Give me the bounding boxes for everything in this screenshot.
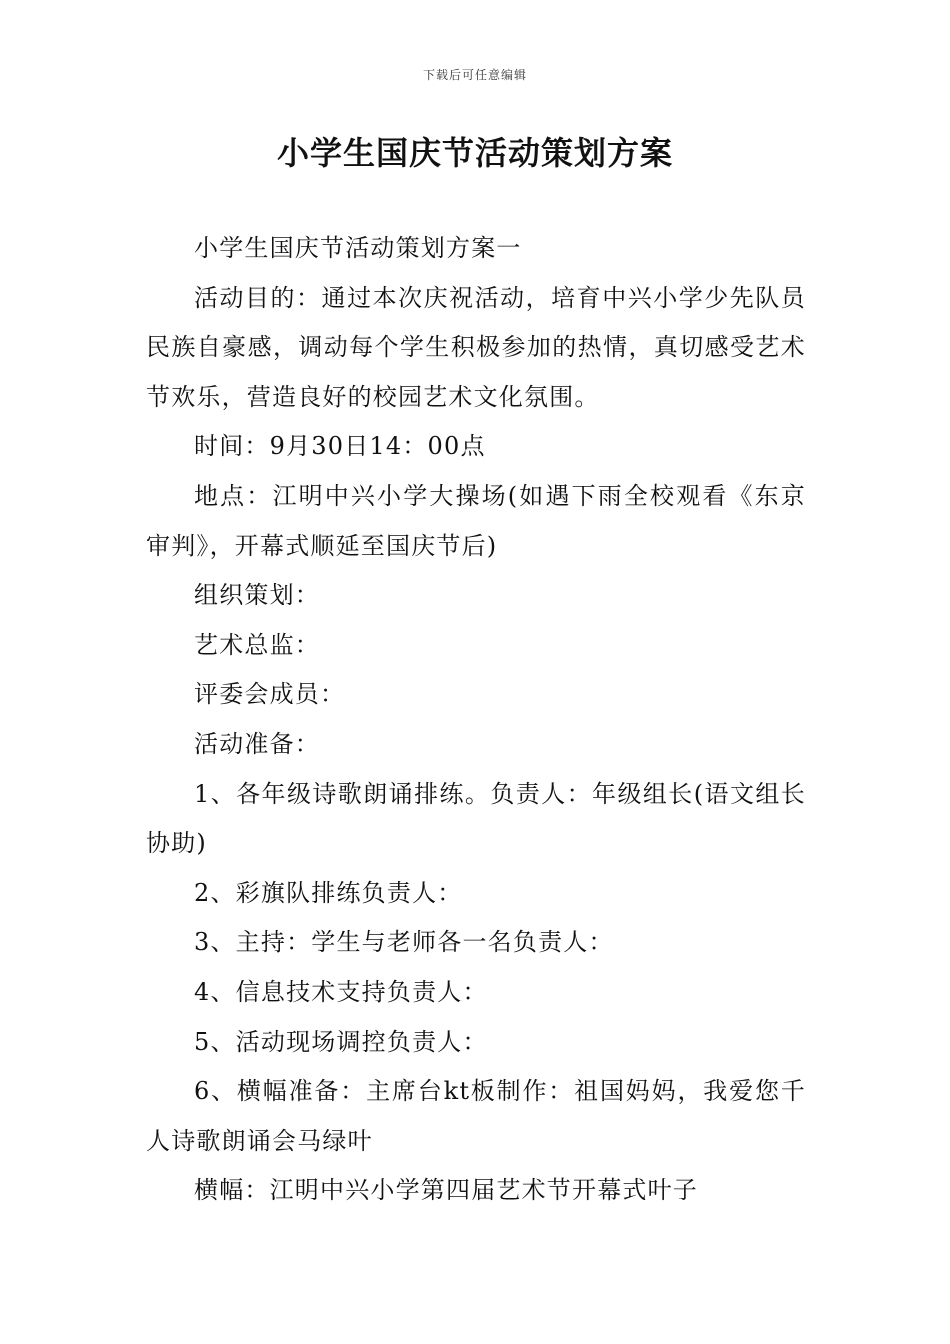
document-title: 小学生国庆节活动策划方案 (276, 134, 673, 172)
paragraph-banner: 横幅：江明中兴小学第四届艺术节开幕式叶子 (194, 1176, 698, 1205)
paragraph-preparation: 活动准备： (194, 729, 320, 758)
paragraph-item-5: 5、活动现场调控负责人： (194, 1027, 488, 1056)
paragraph-organizer: 组织策划： (194, 581, 320, 610)
header-note: 下载后可任意编辑 (422, 68, 527, 82)
paragraph-item-4: 4、信息技术支持负责人： (194, 977, 488, 1006)
paragraph-item-2: 2、彩旗队排练负责人： (194, 878, 463, 907)
paragraph-item-3: 3、主持：学生与老师各一名负责人： (194, 928, 614, 957)
paragraph-location: 地点：江明中兴小学大操场(如遇下雨全校观看《东京审判》，开幕式顺延至国庆节后) (146, 481, 806, 560)
paragraph-judges: 评委会成员： (194, 680, 346, 709)
paragraph-item-1: 1、各年级诗歌朗诵排练。负责人：年级组长(语文组长协助) (146, 779, 806, 858)
paragraph-time: 时间：9月30日14：00点 (194, 432, 486, 461)
document-body (146, 224, 806, 1216)
paragraph-item-6: 6、横幅准备：主席台kt板制作：祖国妈妈，我爱您千人诗歌朗诵会马绿叶 (146, 1077, 806, 1155)
paragraph-art-director: 艺术总监： (194, 630, 320, 659)
paragraph-purpose: 活动目的：通过本次庆祝活动，培育中兴小学少先队员民族自豪感，调动每个学生积极参加的热情，真切感受艺术节欢乐，营造良好的校园艺术文化氛围。 (146, 283, 806, 411)
paragraph-subtitle: 小学生国庆节活动策划方案一 (194, 234, 522, 262)
